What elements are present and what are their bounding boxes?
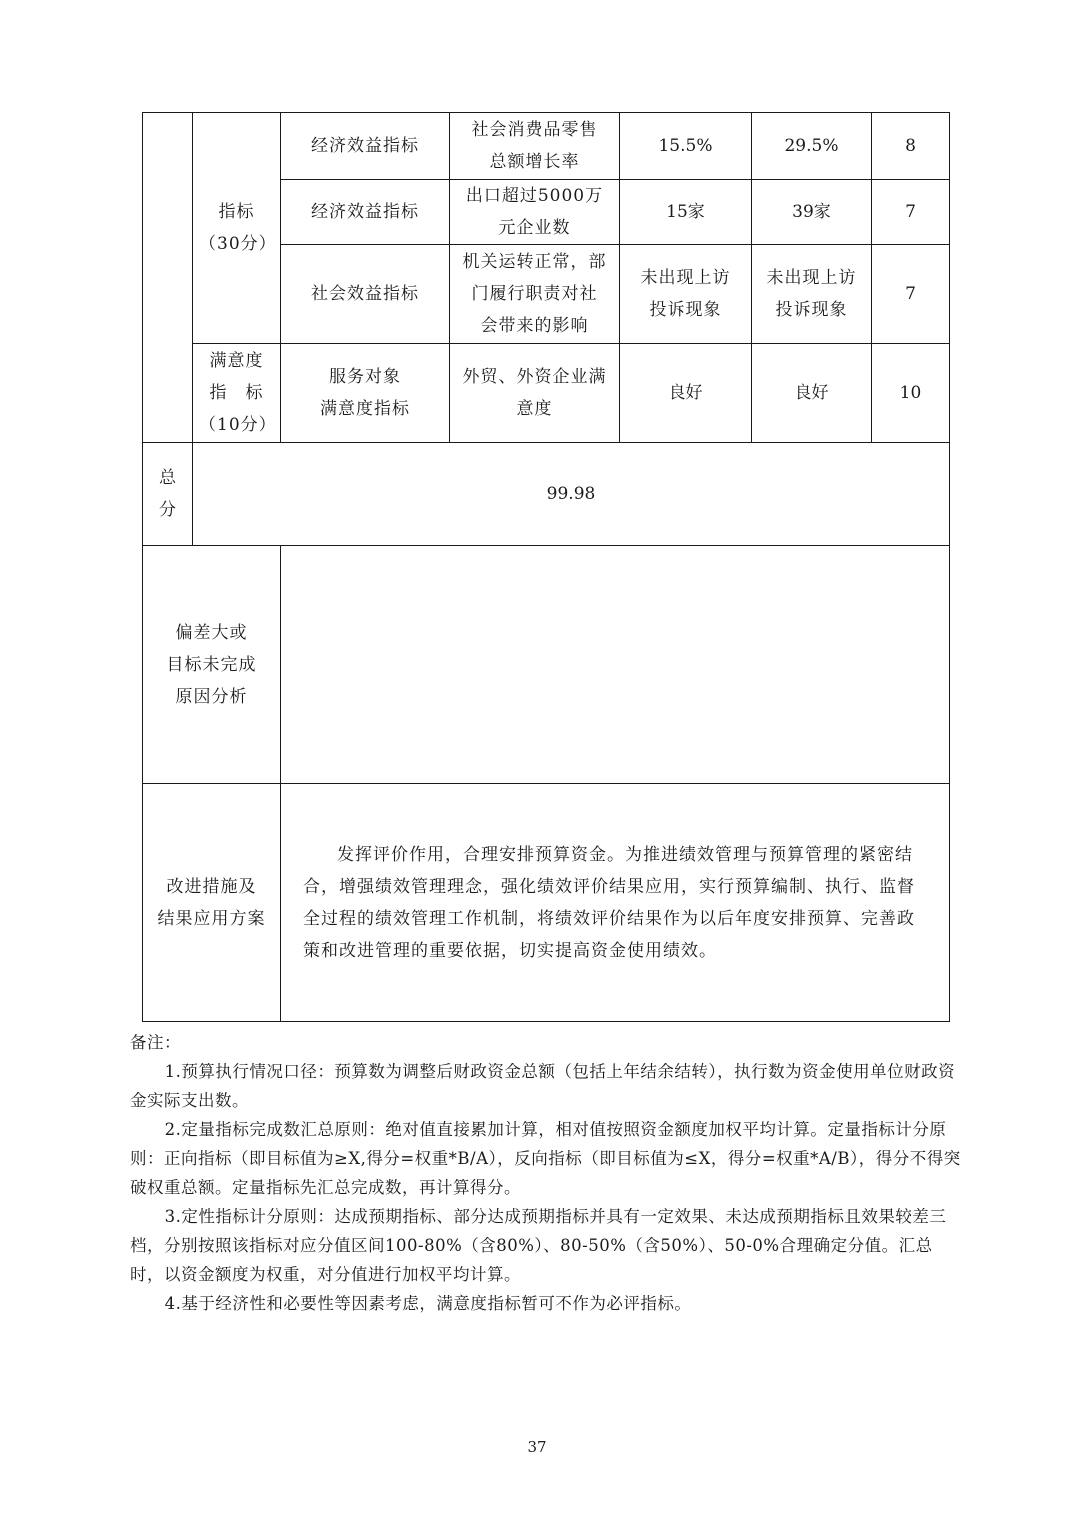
- indicator-item: 外贸、外资企业满 意度: [450, 344, 620, 443]
- target-value: 良好: [620, 344, 752, 443]
- notes-section: [130, 1028, 962, 1318]
- total-row: [143, 443, 950, 546]
- deviation-analysis-label: 偏差大或 目标未完成 原因分析: [143, 546, 281, 784]
- deviation-analysis-content: [281, 546, 950, 784]
- first-level-indicator-cell: [143, 113, 193, 443]
- actual-value: 29.5%: [752, 113, 872, 180]
- performance-evaluation-table: [142, 112, 950, 1022]
- score-value: 7: [872, 180, 950, 245]
- note-item: 1.预算执行情况口径：预算数为调整后财政资金总额（包括上年结余结转），执行数为资金使用单位财政资金实际支出数。: [130, 1062, 956, 1110]
- second-level-indicator-satisfaction: 满意度 指 标 （10分）: [193, 344, 281, 443]
- third-level-indicator: 社会效益指标: [281, 245, 450, 344]
- target-value: 15.5%: [620, 113, 752, 180]
- score-value: 7: [872, 245, 950, 344]
- target-value: 未出现上访 投诉现象: [620, 245, 752, 344]
- table-row: [143, 113, 950, 180]
- third-level-indicator: 经济效益指标: [281, 180, 450, 245]
- measures-row: [143, 784, 950, 1022]
- third-level-indicator: 服务对象 满意度指标: [281, 344, 450, 443]
- actual-value: 未出现上访 投诉现象: [752, 245, 872, 344]
- score-value: 8: [872, 113, 950, 180]
- page-number: 37: [527, 1438, 547, 1456]
- score-value: 10: [872, 344, 950, 443]
- note-item: 4.基于经济性和必要性等因素考虑，满意度指标暂可不作为必评指标。: [164, 1294, 692, 1313]
- note-item: 3.定性指标计分原则：达成预期指标、部分达成预期指标并具有一定效果、未达成预期指标且效果较差三档，分别按照该指标对应分值区间100-80%（含80%）、80-50%（含50%）、50-0%合理确定分值。汇总时，以资金额度为权重，对分值进行加权平均计算。: [130, 1207, 947, 1284]
- total-score-label: 总 分: [143, 443, 193, 546]
- total-score-value: 99.98: [193, 443, 950, 546]
- actual-value: 39家: [752, 180, 872, 245]
- deviation-row: [143, 546, 950, 784]
- indicator-item: 社会消费品零售 总额增长率: [450, 113, 620, 180]
- table-row: [143, 344, 950, 443]
- third-level-indicator: 经济效益指标: [281, 113, 450, 180]
- note-item: 2.定量指标完成数汇总原则：绝对值直接累加计算，相对值按照资金额度加权平均计算。定量指标计分原则：正向指标（即目标值为≥X,得分=权重*B/A），反向指标（即目标值为≤X，得分=权重*A/B），得分不得突破权重总额。定量指标先汇总完成数，再计算得分。: [130, 1120, 961, 1197]
- improvement-measures-content: 发挥评价作用，合理安排预算资金。为推进绩效管理与预算管理的紧密结合，增强绩效管理理念，强化绩效评价结果应用，实行预算编制、执行、监督全过程的绩效管理工作机制，将绩效评价结果作为以后年度安排预算、完善政策和改进管理的重要依据，切实提高资金使用绩效。: [281, 784, 950, 1022]
- target-value: 15家: [620, 180, 752, 245]
- indicator-item: 机关运转正常，部 门履行职责对社 会带来的影响: [450, 245, 620, 344]
- second-level-indicator-effect: 指标 （30分）: [193, 113, 281, 344]
- notes-title: 备注：: [130, 1033, 181, 1052]
- indicator-item: 出口超过5000万 元企业数: [450, 180, 620, 245]
- improvement-measures-label: 改进措施及 结果应用方案: [143, 784, 281, 1022]
- actual-value: 良好: [752, 344, 872, 443]
